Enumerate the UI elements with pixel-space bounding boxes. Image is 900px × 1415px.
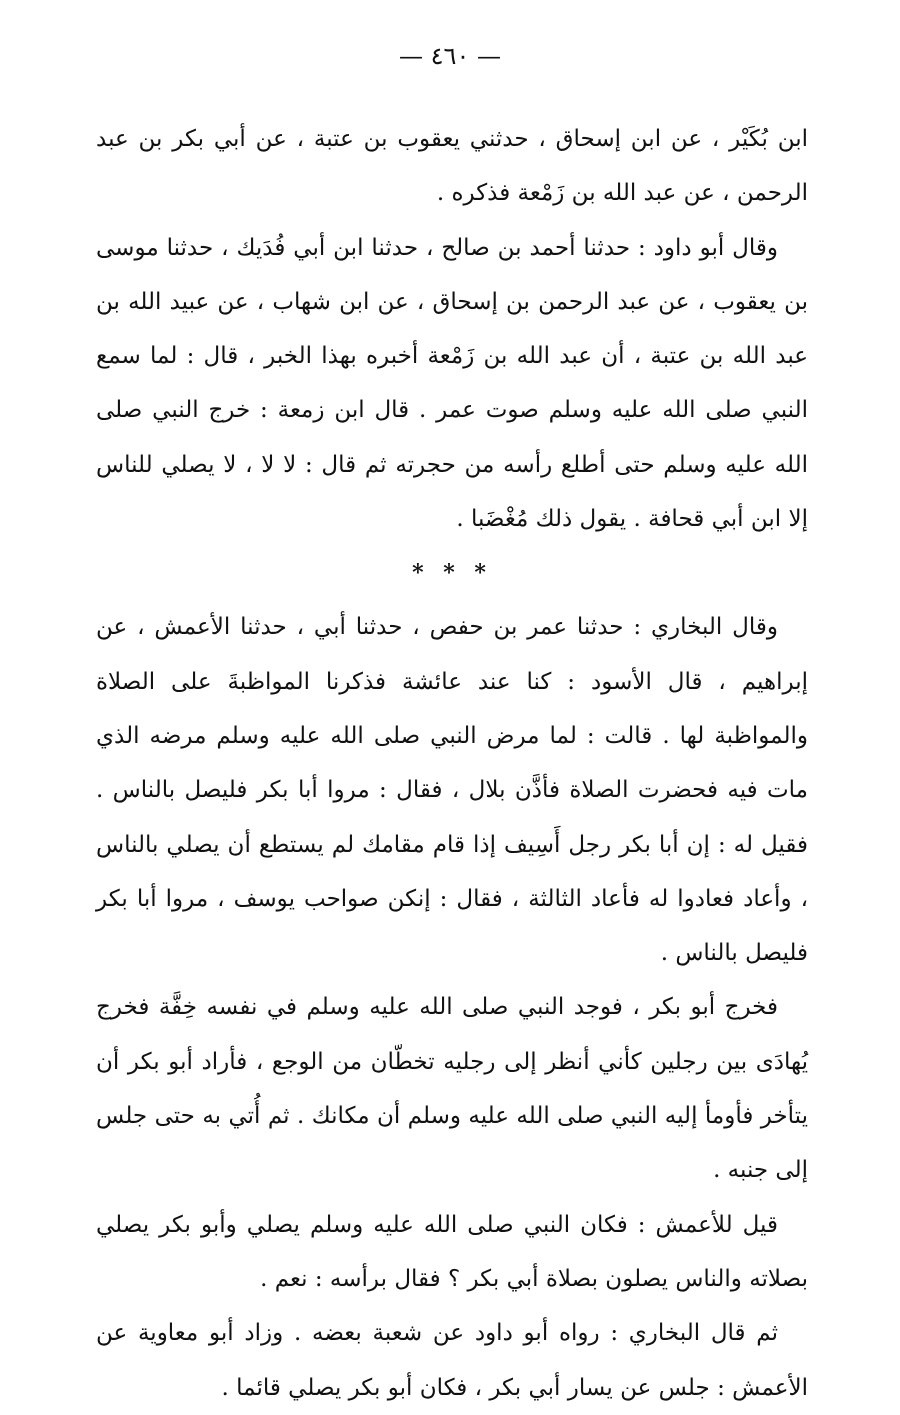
paragraph-2: وقال أبو داود : حدثنا أحمد بن صالح ، حدثنا ابن أبي فُدَيك ، حدثنا موسى بن يعقوب ، عن عبد الرحمن بن إسحاق ، عن ابن شهاب ، عن عبيد الله بن عبد الله بن عتبة ، أن عبد الله بن زَمْعة أخبره بهذا الخبر ، قال : لما سمع النبي صلى الله عليه وسلم صوت عمر . قال ابن زمعة : خرج النبي صلى الله عليه وسلم حتى أطلع رأسه من حجرته ثم قال : لا لا ، لا يصلي للناس إلا ابن أبي قحافة . يقول ذلك مُغْضَبا . (96, 234, 808, 533)
page-body (96, 112, 808, 1415)
paragraph-4: فخرج أبو بكر ، فوجد النبي صلى الله عليه وسلم في نفسه خِفَّة فخرج يُهادَى بين رجلين كأني أنظر إلى رجليه تخطّان من الوجع ، فأراد أبو بكر أن يتأخر فأومأ إليه النبي صلى الله عليه وسلم أن مكانك . ثم أُتي به حتى جلس إلى جنبه . (96, 994, 808, 1184)
paragraph-6: ثم قال البخاري : رواه أبو داود عن شعبة بعضه . وزاد أبو معاوية عن الأعمش : جلس عن يسار أبي بكر ، فكان أبو بكر يصلي قائما . (96, 1320, 808, 1401)
page-number: — ٤٦٠ — (399, 42, 501, 70)
section-separator: * * * (412, 560, 492, 587)
paragraph-5: قيل للأعمش : فكان النبي صلى الله عليه وسلم يصلي وأبو بكر يصلي بصلاته والناس يصلون بصلاة أبي بكر ؟ فقال برأسه : نعم . (96, 1211, 808, 1292)
paragraph-3: وقال البخاري : حدثنا عمر بن حفص ، حدثنا أبي ، حدثنا الأعمش ، عن إبراهيم ، قال الأسود : كنا عند عائشة فذكرنا المواظبةَ على الصلاة والمواظبة لها . قالت : لما مرض النبي صلى الله عليه وسلم مرضه الذي مات فيه فحضرت الصلاة فأذَّن بلال ، فقال : مروا أبا بكر فليصل بالناس . فقيل له : إن أبا بكر رجل أَسِيف إذا قام مقامك لم يستطع أن يصلي بالناس ، وأعاد فعادوا له فأعاد الثالثة ، فقال : إنكن صواحب يوسف ، مروا أبا بكر فليصل بالناس . (96, 614, 808, 967)
paragraph-1: ابن بُكَيْر ، عن ابن إسحاق ، حدثني يعقوب بن عتبة ، عن أبي بكر بن عبد الرحمن ، عن عبد الله بن زَمْعة فذكره . (96, 126, 808, 207)
